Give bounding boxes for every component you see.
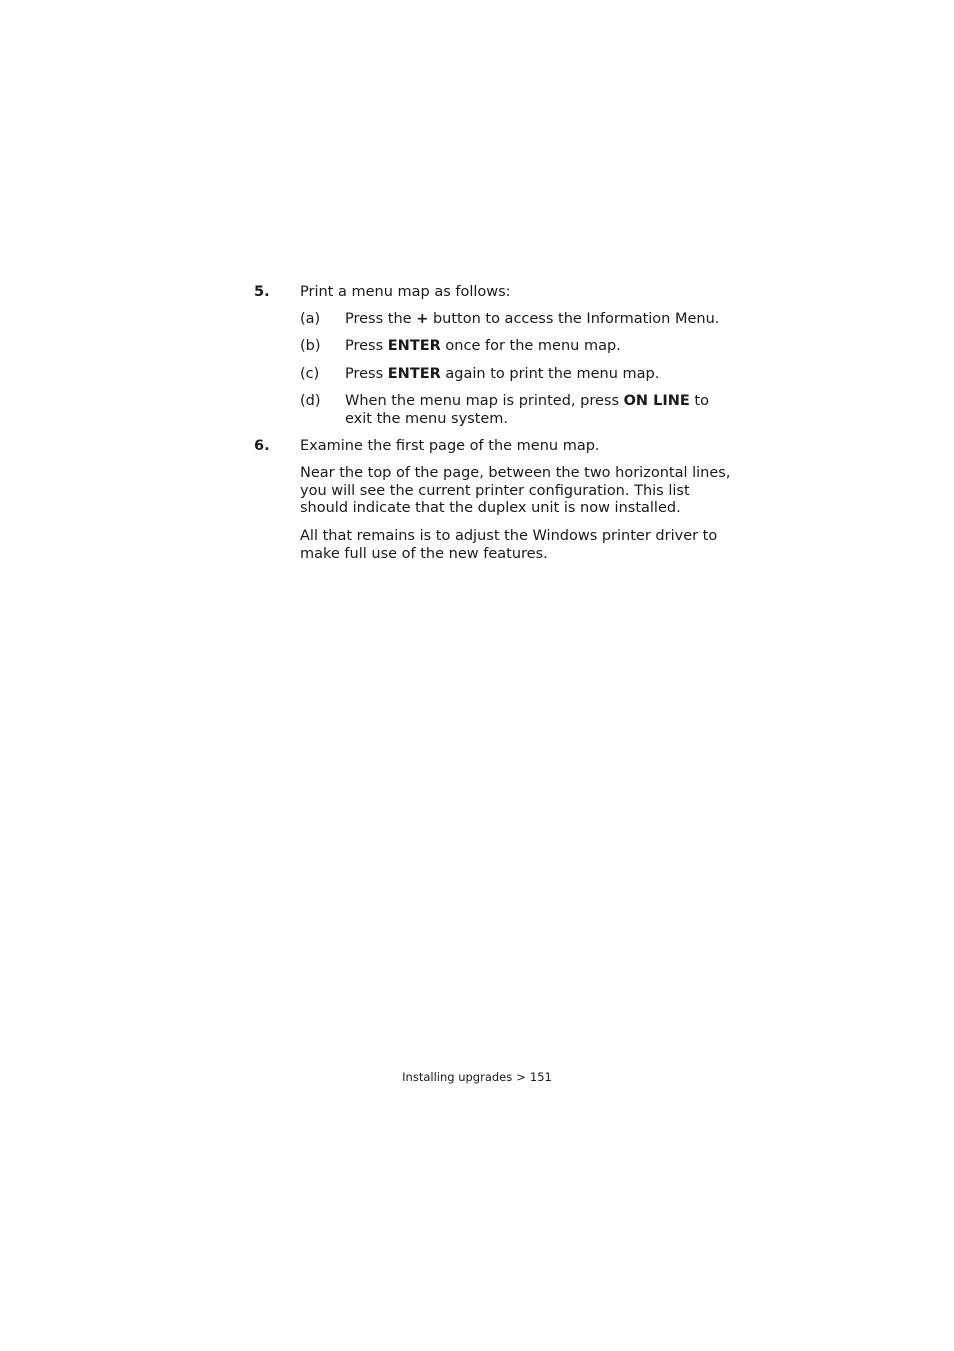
footer-separator: > (516, 1070, 526, 1084)
step-text: Print a menu map as follows: (300, 284, 511, 300)
step-text: Examine the first page of the menu map. (300, 438, 600, 454)
step-number: 5. (254, 284, 270, 300)
substep-label: (c) (300, 366, 320, 382)
paragraph-configuration: Near the top of the page, between the two horizontal lines, you will see the current printer configuration. This list should indicate that the duplex unit is now installed. (300, 465, 731, 516)
substep-text: Press ENTER again to print the menu map. (345, 366, 660, 382)
substep-text: When the menu map is printed, press ON LINE to exit the menu system. (345, 393, 709, 427)
substep-label: (d) (300, 393, 321, 409)
key-plus: + (416, 311, 429, 327)
footer-section: Installing upgrades (402, 1070, 513, 1084)
step-number: 6. (254, 438, 270, 454)
page-footer (0, 1070, 954, 1084)
key-enter: ENTER (387, 366, 441, 382)
paragraph-driver: All that remains is to adjust the Windows printer driver to make full use of the new features. (300, 528, 718, 562)
substep-text: Press the + button to access the Information Menu. (345, 311, 720, 327)
key-enter: ENTER (387, 338, 441, 354)
substep-label: (b) (300, 338, 321, 354)
substep-text: Press ENTER once for the menu map. (345, 338, 621, 354)
page-number: 151 (529, 1070, 552, 1084)
key-on-line: ON LINE (623, 393, 690, 409)
substep-label: (a) (300, 311, 321, 327)
